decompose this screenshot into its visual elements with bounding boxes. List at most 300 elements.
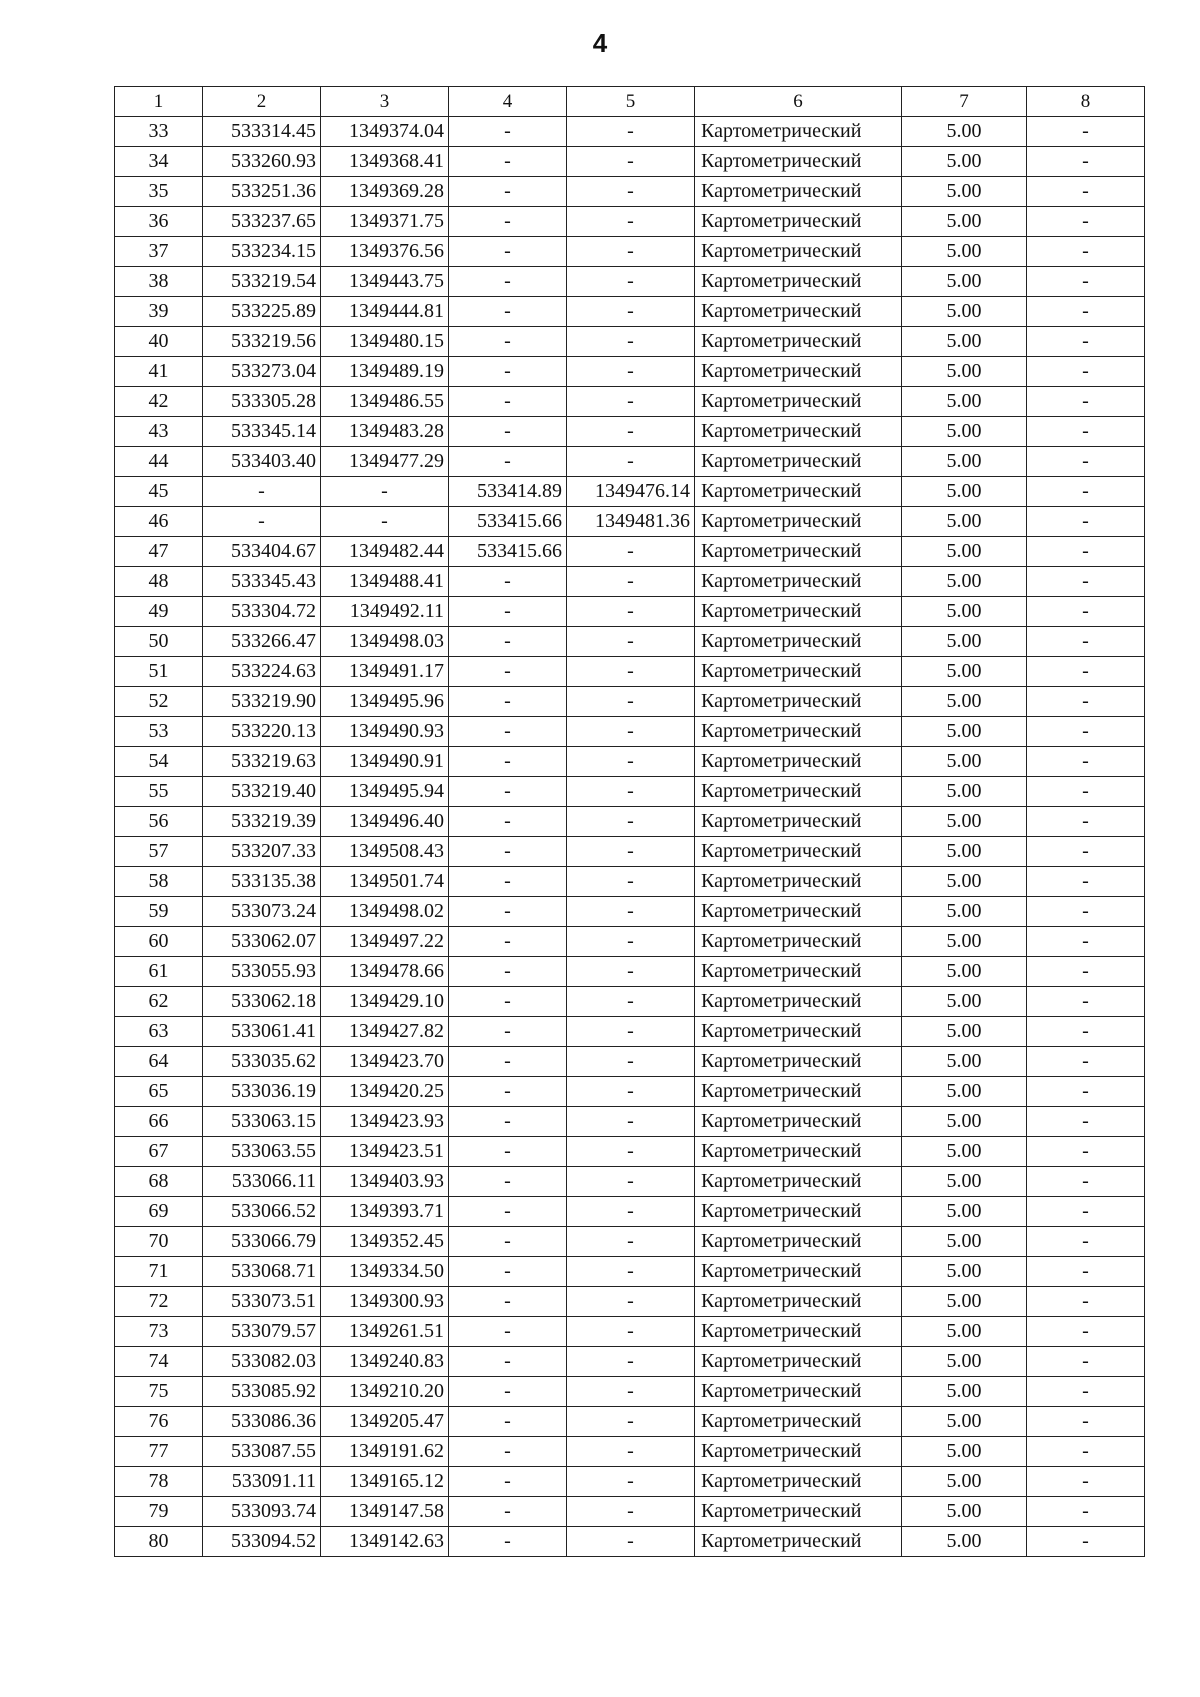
accuracy-cell: 5.00: [902, 1107, 1027, 1137]
x-new-cell: -: [449, 1347, 567, 1377]
note-cell: -: [1027, 1257, 1145, 1287]
point-number-cell: 38: [115, 267, 203, 297]
y-cell: 1349429.10: [321, 987, 449, 1017]
point-number-cell: 55: [115, 777, 203, 807]
y-cell: 1349240.83: [321, 1347, 449, 1377]
x-cell: 533260.93: [203, 147, 321, 177]
coordinates-table: [114, 86, 1145, 1557]
accuracy-cell: 5.00: [902, 987, 1027, 1017]
accuracy-cell: 5.00: [902, 1287, 1027, 1317]
x-cell: 533225.89: [203, 297, 321, 327]
x-new-cell: -: [449, 567, 567, 597]
y-new-cell: -: [567, 627, 695, 657]
y-cell: 1349205.47: [321, 1407, 449, 1437]
x-new-cell: -: [449, 1167, 567, 1197]
y-new-cell: -: [567, 177, 695, 207]
table-row: [115, 207, 1145, 237]
x-new-cell: -: [449, 837, 567, 867]
x-cell: 533237.65: [203, 207, 321, 237]
table-row: [115, 1047, 1145, 1077]
method-cell: Картометрический: [695, 897, 902, 927]
y-cell: 1349368.41: [321, 147, 449, 177]
y-cell: 1349508.43: [321, 837, 449, 867]
accuracy-cell: 5.00: [902, 687, 1027, 717]
table-row: [115, 1377, 1145, 1407]
accuracy-cell: 5.00: [902, 1137, 1027, 1167]
table-row: [115, 237, 1145, 267]
method-cell: Картометрический: [695, 837, 902, 867]
method-cell: Картометрический: [695, 1407, 902, 1437]
y-new-cell: -: [567, 267, 695, 297]
point-number-cell: 45: [115, 477, 203, 507]
x-cell: -: [203, 477, 321, 507]
y-new-cell: -: [567, 1497, 695, 1527]
point-number-cell: 59: [115, 897, 203, 927]
y-new-cell: -: [567, 387, 695, 417]
accuracy-cell: 5.00: [902, 1407, 1027, 1437]
accuracy-cell: 5.00: [902, 1527, 1027, 1557]
x-new-cell: -: [449, 417, 567, 447]
x-new-cell: -: [449, 717, 567, 747]
point-number-cell: 79: [115, 1497, 203, 1527]
table-row: [115, 717, 1145, 747]
x-cell: 533403.40: [203, 447, 321, 477]
x-new-cell: -: [449, 627, 567, 657]
x-new-cell: -: [449, 1497, 567, 1527]
y-new-cell: -: [567, 687, 695, 717]
x-new-cell: -: [449, 807, 567, 837]
table-row: [115, 777, 1145, 807]
method-cell: Картометрический: [695, 267, 902, 297]
y-new-cell: -: [567, 207, 695, 237]
y-new-cell: -: [567, 1227, 695, 1257]
x-cell: 533219.90: [203, 687, 321, 717]
note-cell: -: [1027, 147, 1145, 177]
y-new-cell: -: [567, 927, 695, 957]
y-cell: 1349334.50: [321, 1257, 449, 1287]
y-cell: 1349490.93: [321, 717, 449, 747]
x-cell: 533273.04: [203, 357, 321, 387]
point-number-cell: 58: [115, 867, 203, 897]
note-cell: -: [1027, 537, 1145, 567]
note-cell: -: [1027, 627, 1145, 657]
x-new-cell: -: [449, 1137, 567, 1167]
y-cell: 1349403.93: [321, 1167, 449, 1197]
note-cell: -: [1027, 1497, 1145, 1527]
accuracy-cell: 5.00: [902, 777, 1027, 807]
y-cell: 1349488.41: [321, 567, 449, 597]
column-header-6: 6: [695, 87, 902, 117]
method-cell: Картометрический: [695, 357, 902, 387]
table-row: [115, 597, 1145, 627]
x-new-cell: -: [449, 117, 567, 147]
method-cell: Картометрический: [695, 1377, 902, 1407]
note-cell: -: [1027, 1107, 1145, 1137]
table-row: [115, 747, 1145, 777]
y-cell: 1349492.11: [321, 597, 449, 627]
x-cell: 533219.39: [203, 807, 321, 837]
y-new-cell: -: [567, 1017, 695, 1047]
method-cell: Картометрический: [695, 1257, 902, 1287]
x-new-cell: -: [449, 987, 567, 1017]
table-row: [115, 387, 1145, 417]
point-number-cell: 74: [115, 1347, 203, 1377]
y-cell: 1349427.82: [321, 1017, 449, 1047]
table-row: [115, 267, 1145, 297]
note-cell: -: [1027, 447, 1145, 477]
y-new-cell: -: [567, 1107, 695, 1137]
note-cell: -: [1027, 777, 1145, 807]
accuracy-cell: 5.00: [902, 507, 1027, 537]
accuracy-cell: 5.00: [902, 1377, 1027, 1407]
method-cell: Картометрический: [695, 117, 902, 147]
table-row: [115, 1347, 1145, 1377]
y-cell: 1349478.66: [321, 957, 449, 987]
x-cell: 533093.74: [203, 1497, 321, 1527]
table-row: [115, 927, 1145, 957]
column-header-1: 1: [115, 87, 203, 117]
accuracy-cell: 5.00: [902, 1317, 1027, 1347]
note-cell: -: [1027, 687, 1145, 717]
y-new-cell: -: [567, 837, 695, 867]
accuracy-cell: 5.00: [902, 957, 1027, 987]
note-cell: -: [1027, 567, 1145, 597]
method-cell: Картометрический: [695, 597, 902, 627]
x-new-cell: -: [449, 1107, 567, 1137]
table-row: [115, 657, 1145, 687]
y-new-cell: -: [567, 1527, 695, 1557]
x-new-cell: -: [449, 1227, 567, 1257]
point-number-cell: 36: [115, 207, 203, 237]
method-cell: Картометрический: [695, 717, 902, 747]
y-cell: 1349165.12: [321, 1467, 449, 1497]
y-cell: 1349423.70: [321, 1047, 449, 1077]
y-cell: 1349376.56: [321, 237, 449, 267]
y-new-cell: -: [567, 957, 695, 987]
y-new-cell: -: [567, 1467, 695, 1497]
method-cell: Картометрический: [695, 657, 902, 687]
method-cell: Картометрический: [695, 507, 902, 537]
y-cell: 1349483.28: [321, 417, 449, 447]
method-cell: Картометрический: [695, 1527, 902, 1557]
y-cell: 1349261.51: [321, 1317, 449, 1347]
y-new-cell: -: [567, 1317, 695, 1347]
method-cell: Картометрический: [695, 987, 902, 1017]
x-cell: 533086.36: [203, 1407, 321, 1437]
column-header-2: 2: [203, 87, 321, 117]
note-cell: -: [1027, 957, 1145, 987]
y-new-cell: -: [567, 1437, 695, 1467]
x-new-cell: -: [449, 297, 567, 327]
accuracy-cell: 5.00: [902, 477, 1027, 507]
y-cell: 1349498.02: [321, 897, 449, 927]
method-cell: Картометрический: [695, 417, 902, 447]
point-number-cell: 75: [115, 1377, 203, 1407]
accuracy-cell: 5.00: [902, 1167, 1027, 1197]
note-cell: -: [1027, 1197, 1145, 1227]
y-cell: 1349498.03: [321, 627, 449, 657]
accuracy-cell: 5.00: [902, 1227, 1027, 1257]
y-cell: 1349393.71: [321, 1197, 449, 1227]
method-cell: Картометрический: [695, 1107, 902, 1137]
y-new-cell: -: [567, 987, 695, 1017]
method-cell: Картометрический: [695, 297, 902, 327]
y-new-cell: -: [567, 777, 695, 807]
method-cell: Картометрический: [695, 537, 902, 567]
x-new-cell: -: [449, 687, 567, 717]
x-cell: 533068.71: [203, 1257, 321, 1287]
x-cell: 533304.72: [203, 597, 321, 627]
method-cell: Картометрический: [695, 1467, 902, 1497]
point-number-cell: 65: [115, 1077, 203, 1107]
point-number-cell: 76: [115, 1407, 203, 1437]
y-cell: 1349142.63: [321, 1527, 449, 1557]
x-new-cell: -: [449, 1017, 567, 1047]
x-cell: 533055.93: [203, 957, 321, 987]
x-cell: 533219.56: [203, 327, 321, 357]
y-cell: 1349374.04: [321, 117, 449, 147]
table-row: [115, 1197, 1145, 1227]
point-number-cell: 60: [115, 927, 203, 957]
table-row: [115, 297, 1145, 327]
note-cell: -: [1027, 1317, 1145, 1347]
y-cell: 1349147.58: [321, 1497, 449, 1527]
point-number-cell: 61: [115, 957, 203, 987]
y-new-cell: 1349481.36: [567, 507, 695, 537]
note-cell: -: [1027, 597, 1145, 627]
y-new-cell: 1349476.14: [567, 477, 695, 507]
table-body: [115, 87, 1145, 1557]
table-row: [115, 897, 1145, 927]
accuracy-cell: 5.00: [902, 1017, 1027, 1047]
note-cell: -: [1027, 237, 1145, 267]
accuracy-cell: 5.00: [902, 597, 1027, 627]
x-new-cell: -: [449, 1377, 567, 1407]
x-cell: 533036.19: [203, 1077, 321, 1107]
point-number-cell: 43: [115, 417, 203, 447]
x-cell: 533234.15: [203, 237, 321, 267]
x-cell: 533314.45: [203, 117, 321, 147]
x-new-cell: -: [449, 387, 567, 417]
x-cell: 533345.14: [203, 417, 321, 447]
method-cell: Картометрический: [695, 957, 902, 987]
x-new-cell: -: [449, 1257, 567, 1287]
note-cell: -: [1027, 897, 1145, 927]
x-new-cell: 533415.66: [449, 537, 567, 567]
method-cell: Картометрический: [695, 177, 902, 207]
table-header-row: [115, 87, 1145, 117]
accuracy-cell: 5.00: [902, 927, 1027, 957]
note-cell: -: [1027, 1287, 1145, 1317]
point-number-cell: 62: [115, 987, 203, 1017]
y-new-cell: -: [567, 117, 695, 147]
y-cell: 1349191.62: [321, 1437, 449, 1467]
point-number-cell: 56: [115, 807, 203, 837]
method-cell: Картометрический: [695, 1167, 902, 1197]
accuracy-cell: 5.00: [902, 747, 1027, 777]
note-cell: -: [1027, 747, 1145, 777]
method-cell: Картометрический: [695, 147, 902, 177]
x-new-cell: -: [449, 1407, 567, 1437]
y-new-cell: -: [567, 1287, 695, 1317]
accuracy-cell: 5.00: [902, 1347, 1027, 1377]
accuracy-cell: 5.00: [902, 447, 1027, 477]
note-cell: -: [1027, 117, 1145, 147]
column-header-3: 3: [321, 87, 449, 117]
column-header-8: 8: [1027, 87, 1145, 117]
y-new-cell: -: [567, 447, 695, 477]
table-row: [115, 1317, 1145, 1347]
accuracy-cell: 5.00: [902, 1047, 1027, 1077]
note-cell: -: [1027, 1407, 1145, 1437]
x-cell: 533404.67: [203, 537, 321, 567]
point-number-cell: 72: [115, 1287, 203, 1317]
x-new-cell: -: [449, 1077, 567, 1107]
x-new-cell: -: [449, 1437, 567, 1467]
table-row: [115, 477, 1145, 507]
x-cell: 533087.55: [203, 1437, 321, 1467]
x-new-cell: -: [449, 177, 567, 207]
note-cell: -: [1027, 1347, 1145, 1377]
method-cell: Картометрический: [695, 1287, 902, 1317]
point-number-cell: 39: [115, 297, 203, 327]
x-cell: 533066.52: [203, 1197, 321, 1227]
page-number: 4: [592, 28, 608, 58]
table-row: [115, 1017, 1145, 1047]
x-new-cell: 533415.66: [449, 507, 567, 537]
x-cell: 533094.52: [203, 1527, 321, 1557]
x-new-cell: -: [449, 1287, 567, 1317]
x-cell: 533079.57: [203, 1317, 321, 1347]
accuracy-cell: 5.00: [902, 357, 1027, 387]
table-row: [115, 1287, 1145, 1317]
method-cell: Картометрический: [695, 477, 902, 507]
table-row: [115, 1467, 1145, 1497]
point-number-cell: 69: [115, 1197, 203, 1227]
method-cell: Картометрический: [695, 747, 902, 777]
y-cell: 1349423.93: [321, 1107, 449, 1137]
table-row: [115, 147, 1145, 177]
x-new-cell: -: [449, 327, 567, 357]
y-cell: 1349482.44: [321, 537, 449, 567]
method-cell: Картометрический: [695, 1047, 902, 1077]
y-new-cell: -: [567, 897, 695, 927]
accuracy-cell: 5.00: [902, 537, 1027, 567]
table-row: [115, 1107, 1145, 1137]
method-cell: Картометрический: [695, 237, 902, 267]
method-cell: Картометрический: [695, 627, 902, 657]
accuracy-cell: 5.00: [902, 1257, 1027, 1287]
method-cell: Картометрический: [695, 1227, 902, 1257]
method-cell: Картометрический: [695, 1497, 902, 1527]
point-number-cell: 40: [115, 327, 203, 357]
y-new-cell: -: [567, 1347, 695, 1377]
y-cell: 1349420.25: [321, 1077, 449, 1107]
table-row: [115, 957, 1145, 987]
accuracy-cell: 5.00: [902, 567, 1027, 597]
point-number-cell: 57: [115, 837, 203, 867]
x-cell: 533063.55: [203, 1137, 321, 1167]
y-cell: -: [321, 477, 449, 507]
point-number-cell: 80: [115, 1527, 203, 1557]
method-cell: Картометрический: [695, 207, 902, 237]
y-new-cell: -: [567, 537, 695, 567]
note-cell: -: [1027, 1437, 1145, 1467]
table-row: [115, 987, 1145, 1017]
table-row: [115, 1527, 1145, 1557]
column-header-5: 5: [567, 87, 695, 117]
table-row: [115, 1257, 1145, 1287]
point-number-cell: 54: [115, 747, 203, 777]
x-cell: 533066.79: [203, 1227, 321, 1257]
point-number-cell: 53: [115, 717, 203, 747]
method-cell: Картометрический: [695, 687, 902, 717]
method-cell: Картометрический: [695, 567, 902, 597]
table-row: [115, 867, 1145, 897]
x-cell: 533207.33: [203, 837, 321, 867]
accuracy-cell: 5.00: [902, 1197, 1027, 1227]
accuracy-cell: 5.00: [902, 807, 1027, 837]
y-new-cell: -: [567, 1197, 695, 1227]
point-number-cell: 52: [115, 687, 203, 717]
y-cell: 1349369.28: [321, 177, 449, 207]
table-row: [115, 1167, 1145, 1197]
method-cell: Картометрический: [695, 1017, 902, 1047]
point-number-cell: 68: [115, 1167, 203, 1197]
x-cell: 533061.41: [203, 1017, 321, 1047]
accuracy-cell: 5.00: [902, 327, 1027, 357]
point-number-cell: 51: [115, 657, 203, 687]
x-cell: 533345.43: [203, 567, 321, 597]
x-new-cell: -: [449, 777, 567, 807]
point-number-cell: 42: [115, 387, 203, 417]
y-new-cell: -: [567, 1377, 695, 1407]
accuracy-cell: 5.00: [902, 897, 1027, 927]
x-cell: 533035.62: [203, 1047, 321, 1077]
y-cell: 1349210.20: [321, 1377, 449, 1407]
x-new-cell: -: [449, 147, 567, 177]
y-new-cell: -: [567, 1167, 695, 1197]
table-row: [115, 1497, 1145, 1527]
note-cell: -: [1027, 657, 1145, 687]
y-cell: 1349371.75: [321, 207, 449, 237]
y-cell: 1349497.22: [321, 927, 449, 957]
note-cell: -: [1027, 357, 1145, 387]
y-new-cell: -: [567, 657, 695, 687]
point-number-cell: 49: [115, 597, 203, 627]
y-new-cell: -: [567, 297, 695, 327]
column-header-7: 7: [902, 87, 1027, 117]
method-cell: Картометрический: [695, 1077, 902, 1107]
x-cell: 533085.92: [203, 1377, 321, 1407]
table-row: [115, 417, 1145, 447]
y-new-cell: -: [567, 597, 695, 627]
x-new-cell: -: [449, 597, 567, 627]
note-cell: -: [1027, 927, 1145, 957]
y-new-cell: -: [567, 567, 695, 597]
accuracy-cell: 5.00: [902, 837, 1027, 867]
accuracy-cell: 5.00: [902, 387, 1027, 417]
point-number-cell: 78: [115, 1467, 203, 1497]
table-row: [115, 1137, 1145, 1167]
point-number-cell: 50: [115, 627, 203, 657]
point-number-cell: 70: [115, 1227, 203, 1257]
accuracy-cell: 5.00: [902, 117, 1027, 147]
y-new-cell: -: [567, 147, 695, 177]
accuracy-cell: 5.00: [902, 1467, 1027, 1497]
y-cell: 1349495.96: [321, 687, 449, 717]
x-new-cell: -: [449, 867, 567, 897]
